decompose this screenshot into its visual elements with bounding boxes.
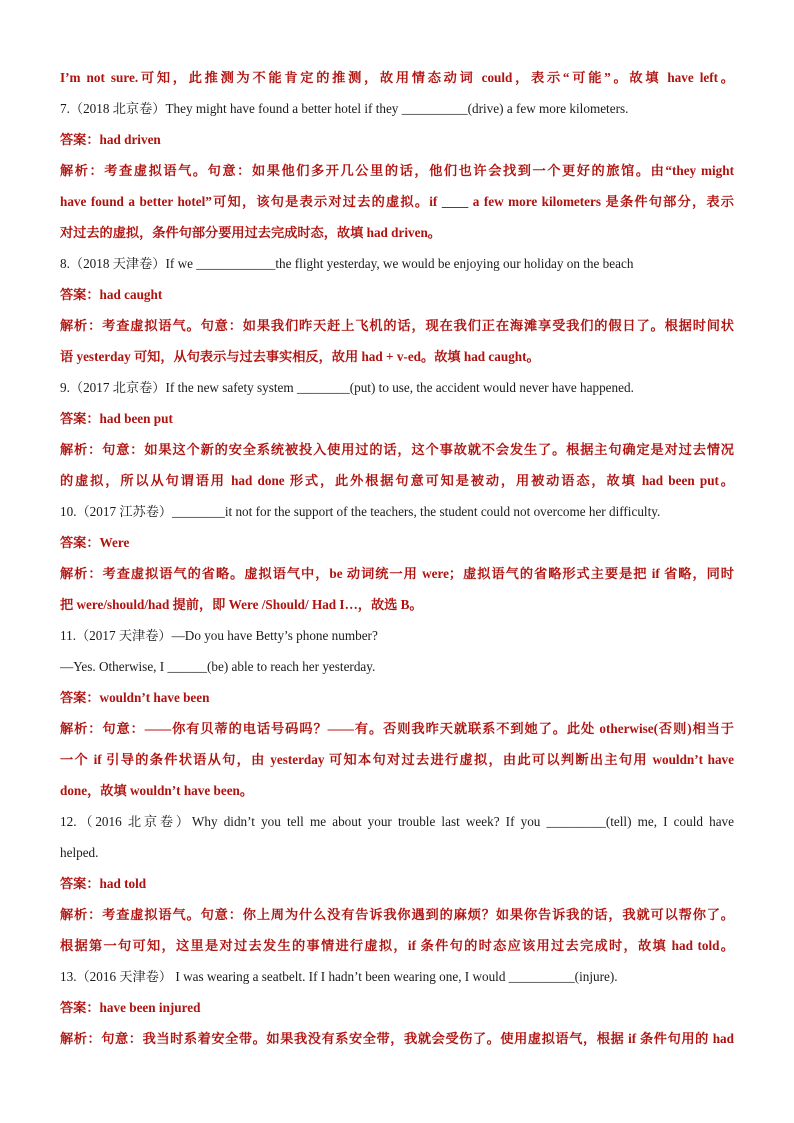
question-line: 13.（2016 天津卷） I was wearing a seatbelt. If I hadn’t been wearing one, I would __________(injure). xyxy=(60,969,618,984)
question-line: —Yes. Otherwise, I ______(be) able to reach her yesterday. xyxy=(60,659,376,674)
question-line: 12.（2016 北京卷）Why didn’t you tell me about your trouble last week? If you _________(tell) me, I could have xyxy=(60,814,734,829)
question-line: 7.（2018 北京卷）They might have found a better hotel if they __________(drive) a few more kilometers. xyxy=(60,101,629,116)
question-line: helped. xyxy=(60,845,99,860)
answer-line: 语 yesterday 可知，从句表示与过去事实相反，故用 had + v-ed。故填 had caught。 xyxy=(60,349,540,364)
answer-line: I’m not sure.可知，此推测为不能肯定的推测，故用情态动词 could，表示“可能”。故填 have left。 xyxy=(60,70,734,85)
answer-line: 一个 if 引导的条件状语从句，由 yesterday 可知本句对过去进行虚拟，由此可以判断出主句用 wouldn’t have xyxy=(60,752,734,767)
answer-line: 答案：wouldn’t have been xyxy=(60,690,210,705)
answer-line: have found a better hotel”可知，该句是表示对过去的虚拟。if ____ a few more kilometers 是条件句部分，表示 xyxy=(60,194,734,209)
answer-line: 答案：had told xyxy=(60,876,147,891)
text-lines xyxy=(60,62,734,1054)
answer-line: 解析：考查虚拟语气。句意：如果我们昨天赶上飞机的话，现在我们正在海滩享受我们的假日了。根据时间状 xyxy=(60,318,734,333)
answer-line: done，故填 wouldn’t have been。 xyxy=(60,783,254,798)
answer-line: 答案：had been put xyxy=(60,411,173,426)
answer-line: 答案：Were xyxy=(60,535,130,550)
answer-line: 解析：考查虚拟语气。句意：你上周为什么没有告诉我你遇到的麻烦？如果你告诉我的话，我就可以帮你了。 xyxy=(60,907,734,922)
answer-line: 答案：have been injured xyxy=(60,1000,201,1015)
answer-line: 解析：句意：我当时系着安全带。如果我没有系安全带，我就会受伤了。使用虚拟语气，根据 if 条件句用的 had xyxy=(60,1031,734,1046)
answer-line: 根据第一句可知，这里是对过去发生的事情进行虚拟，if 条件句的时态应该用过去完成时，故填 had told。 xyxy=(60,938,734,953)
answer-line: 答案：had caught xyxy=(60,287,163,302)
question-line: 8.（2018 天津卷）If we ____________the flight yesterday, we would be enjoying our holiday on the beach xyxy=(60,256,634,271)
document-page xyxy=(60,62,734,1054)
answer-line: 解析：句意：——你有贝蒂的电话号码吗？——有。否则我昨天就联系不到她了。此处 otherwise(否则)相当于 xyxy=(60,721,734,736)
question-line: 11.（2017 天津卷）—Do you have Betty’s phone number? xyxy=(60,628,378,643)
question-line: 10.（2017 江苏卷）________it not for the support of the teachers, the student could not overcome her difficulty. xyxy=(60,504,661,519)
answer-line: 的虚拟，所以从句谓语用 had done 形式，此外根据句意可知是被动，用被动语态，故填 had been put。 xyxy=(60,473,734,488)
answer-line: 对过去的虚拟，条件句部分要用过去完成时态，故填 had driven。 xyxy=(60,225,441,240)
answer-line: 解析：句意：如果这个新的安全系统被投入使用过的话，这个事故就不会发生了。根据主句确定是对过去情况 xyxy=(60,442,734,457)
answer-line: 解析：考查虚拟语气。句意：如果他们多开几公里的话，他们也许会找到一个更好的旅馆。由“they might xyxy=(60,163,734,178)
answer-line: 把 were/should/had 提前，即 Were /Should/ Had I…，故选 B。 xyxy=(60,597,423,612)
answer-line: 答案：had driven xyxy=(60,132,161,147)
answer-line: 解析：考查虚拟语气的省略。虚拟语气中，be 动词统一用 were；虚拟语气的省略形式主要是把 if 省略，同时 xyxy=(60,566,734,581)
question-line: 9.（2017 北京卷）If the new safety system ________(put) to use, the accident would never have happened. xyxy=(60,380,634,395)
